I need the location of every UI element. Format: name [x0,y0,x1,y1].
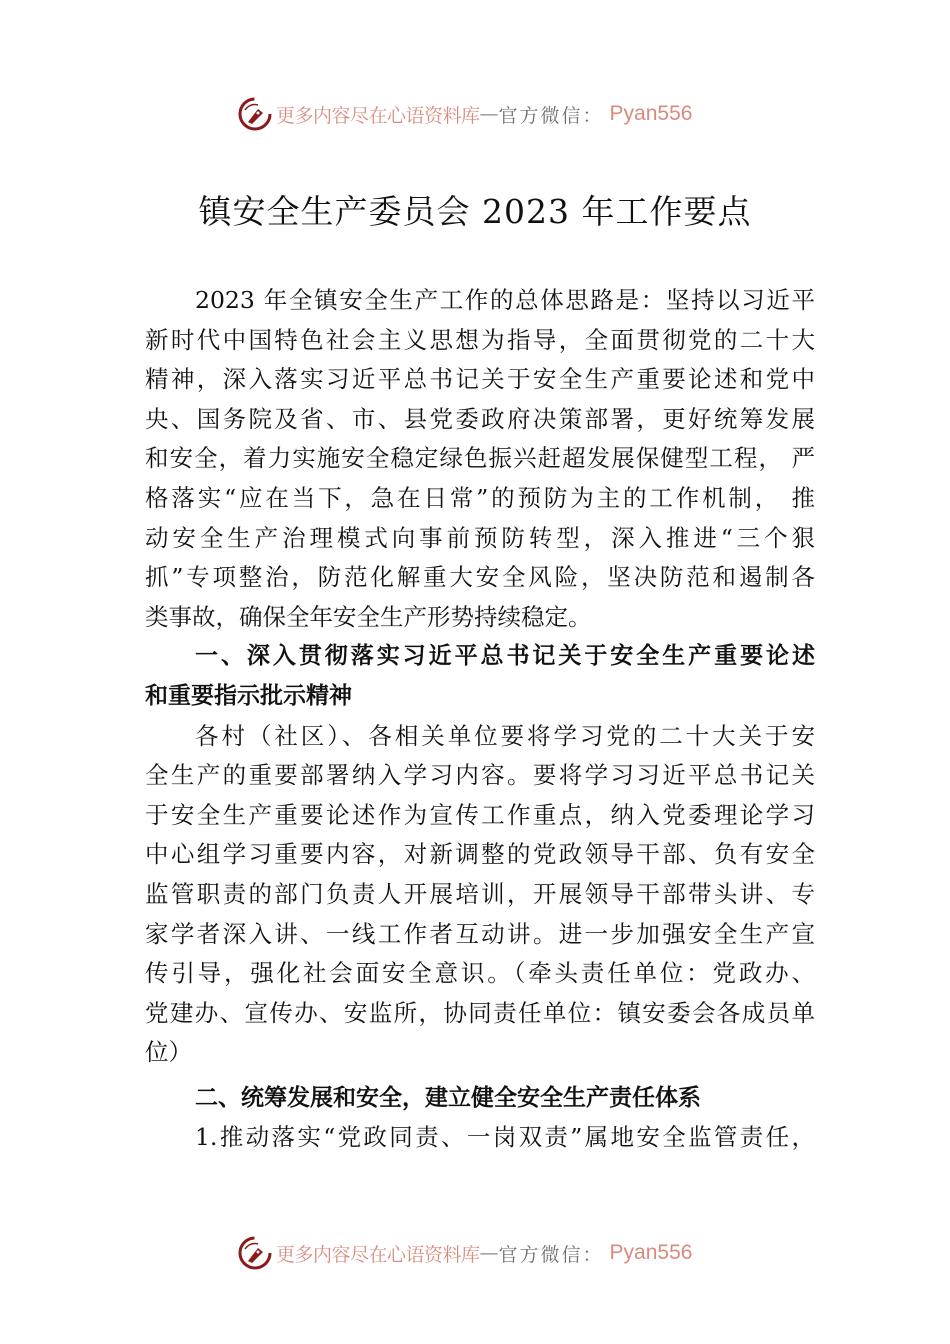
watermark-dash: — [479,103,499,125]
section1-line: 党建办、宣传办、安监所，协同责任单位：镇安委会各成员单 [145,998,815,1027]
section1-line: 中心组学习重要内容，对新调整的党政领导干部、负有安全 [145,840,815,869]
intro-line: 新时代中国特色社会主义思想为指导，全面贯彻党的二十大 [145,325,815,354]
pen-nib-logo-icon [238,1236,272,1270]
intro-line: 2023 年全镇安全生产工作的总体思路是：坚持以习近平 [195,286,815,314]
watermark-wechat-id: Pyan556 [609,102,693,125]
document-body [145,281,815,1158]
watermark-text: 更多内容尽在心语资料库 [276,1243,480,1266]
watermark-header [238,94,692,134]
section1-line: 传引导，强化社会面安全意识。（牵头责任单位：党政办、 [145,959,815,988]
section1-line: 位） [145,1038,192,1067]
page-title: 镇安全生产委员会 2023 年工作要点 [198,192,752,231]
intro-line: 格落实“应在当下，急在日常”的预防为主的工作机制， 推 [145,483,815,512]
section1-line: 全生产的重要部署纳入学习内容。要将学习习近平总书记关 [145,761,815,790]
watermark-wechat-id: Pyan556 [609,1241,693,1264]
watermark-footer [238,1233,692,1273]
intro-line: 精神，深入落实习近平总书记关于安全生产重要论述和党中 [145,365,815,394]
watermark-text: 更多内容尽在心语资料库 [276,104,480,127]
intro-line: 类事故，确保全年安全生产形势持续稳定。 [145,602,592,631]
intro-line: 动安全生产治理模式向事前预防转型，深入推进“三个狠 [145,523,815,552]
section1-line: 监管职责的部门负责人开展培训，开展领导干部带头讲、专 [145,879,815,908]
section2-line: 1.推动落实“党政同责、一岗双责”属地安全监管责任， [195,1123,815,1152]
section-heading-2: 二、统筹发展和安全，建立健全安全生产责任体系 [195,1084,701,1111]
section1-line: 于安全生产重要论述作为宣传工作重点，纳入党委理论学习 [145,800,815,829]
section1-line: 各村（社区）、各相关单位要将学习党的二十大关于安 [195,721,815,750]
intro-line: 央、国务院及省、市、县党委政府决策部署，更好统筹发展 [145,404,815,433]
intro-line: 抓”专项整治，防范化解重大安全风险，坚决防范和遏制各 [145,563,815,592]
section1-line: 家学者深入讲、一线工作者互动讲。进一步加强安全生产宣 [145,919,815,948]
watermark-wechat-label: 官方微信： [498,1243,604,1266]
watermark-dash: — [479,1242,499,1264]
intro-line: 和安全，着力实施安全稳定绿色振兴赶超发展保健型工程， 严 [145,444,815,473]
section-heading-1-cont: 和重要指示批示精神 [145,682,352,709]
section-heading-1: 一、深入贯彻落实习近平总书记关于安全生产重要论述 [195,643,815,670]
watermark-wechat-label: 官方微信： [498,104,604,127]
pen-nib-logo-icon [238,97,272,131]
